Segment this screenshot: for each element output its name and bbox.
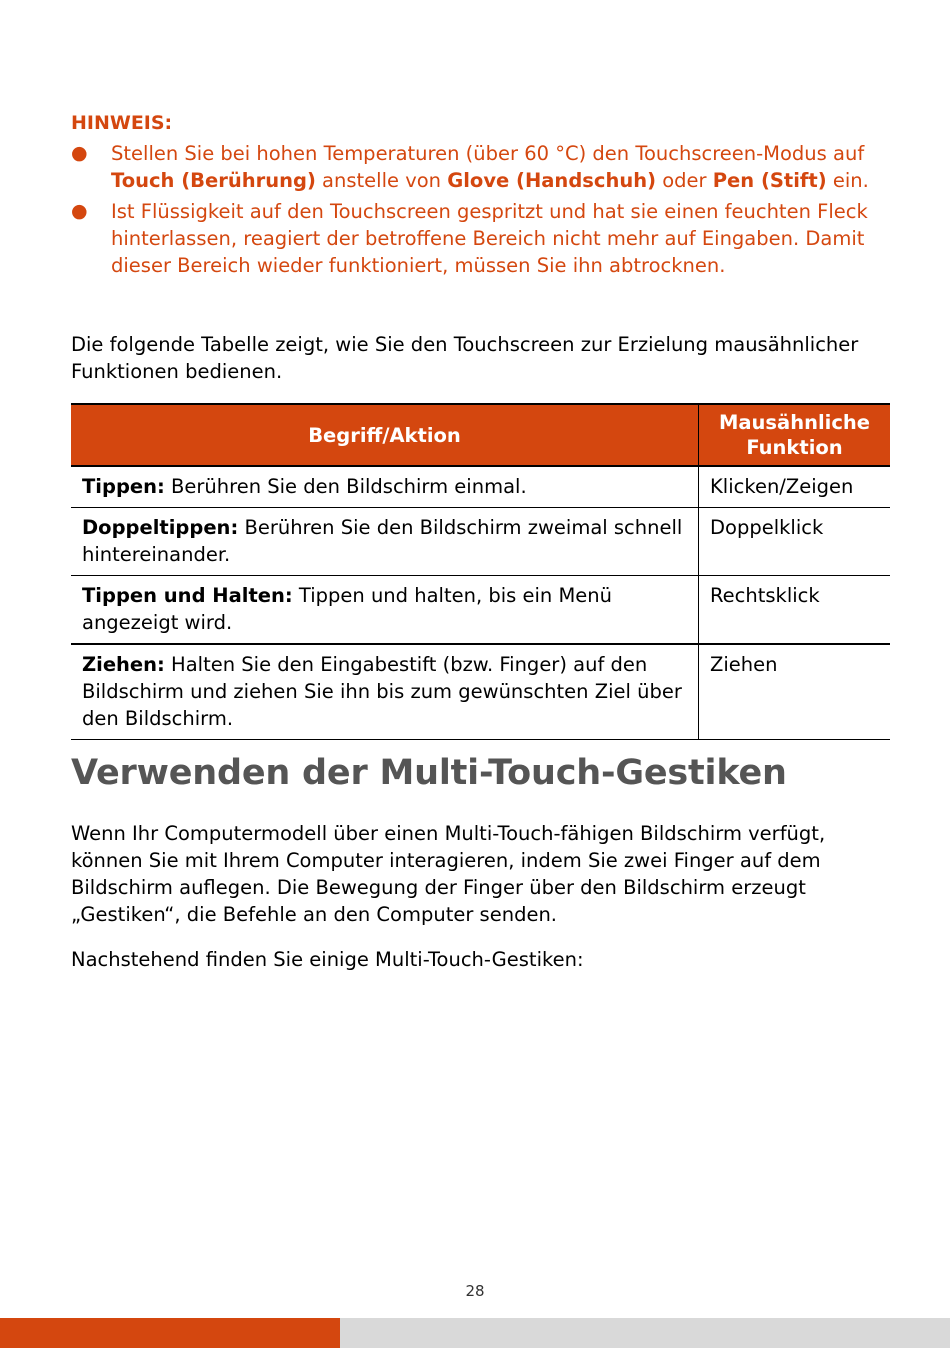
table-row	[71, 576, 890, 645]
table-cell-function: Klicken/Zeigen	[699, 466, 891, 508]
gesture-table	[71, 403, 890, 740]
table-header-function: Mausähnliche Funktion	[699, 404, 891, 466]
table-cell-term	[71, 576, 699, 645]
note-list	[71, 140, 890, 283]
section-heading: Verwenden der Multi-Touch-Gestiken	[71, 753, 787, 793]
term-label: Doppeltippen:	[82, 516, 239, 539]
bullet-icon: ●	[71, 142, 88, 164]
section-paragraph: Wenn Ihr Computermodell über einen Multi-Touch-fähigen Bildschirm verfügt, können Sie mit Ihrem Computer interagieren, indem Sie zwei Finger auf dem Bildschirm auflegen. Die Bewegung der Finger über den Bildschirm erzeugt „Gestiken“, die Befehle an den Computer senden.	[71, 822, 826, 926]
note-item	[71, 140, 890, 194]
note-item	[71, 198, 890, 279]
table-cell-function: Ziehen	[699, 644, 891, 740]
intro-paragraph: Die folgende Tabelle zeigt, wie Sie den Touchscreen zur Erzielung mausähnlicher Funktionen bedienen.	[71, 333, 859, 383]
page-number: 28	[465, 1282, 485, 1300]
note-text: Stellen Sie bei hohen Temperaturen (über 60 °C) den Touchscreen-Modus auf	[111, 142, 865, 165]
bullet-icon: ●	[71, 200, 88, 222]
term-label: Ziehen:	[82, 653, 165, 676]
table-cell-term	[71, 508, 699, 576]
table-cell-function: Rechtsklick	[699, 576, 891, 645]
table-row	[71, 466, 890, 508]
table-row	[71, 508, 890, 576]
section-paragraph: Nachstehend finden Sie einige Multi-Touch-Gestiken:	[71, 948, 584, 971]
table-cell-function: Doppelklick	[699, 508, 891, 576]
note-title: HINWEIS:	[71, 112, 173, 134]
term-description: Tippen und halten, bis ein Menü angezeigt wird.	[82, 584, 613, 634]
note-bold-glove: Glove (Handschuh)	[447, 169, 657, 192]
footer-bar	[0, 1318, 950, 1348]
footer-gray-bar	[340, 1318, 950, 1348]
note-text: oder	[656, 169, 713, 192]
term-description: Halten Sie den Eingabestift (bzw. Finger) auf den Bildschirm und ziehen Sie ihn bis zum gewünschten Ziel über den Bildschirm.	[82, 653, 682, 730]
table-header-term: Begriff/Aktion	[71, 404, 699, 466]
term-description: Berühren Sie den Bildschirm zweimal schnell hintereinander.	[82, 516, 683, 566]
term-description: Berühren Sie den Bildschirm einmal.	[164, 475, 527, 498]
note-bold-pen: Pen (Stift)	[712, 169, 827, 192]
note-text: ein.	[826, 169, 869, 192]
table-header-row	[71, 404, 890, 466]
footer-accent-bar	[0, 1318, 340, 1348]
note-text: anstelle von	[315, 169, 448, 192]
table-cell-term	[71, 644, 699, 740]
note-bold-touch: Touch (Berührung)	[111, 169, 316, 192]
table-cell-term	[71, 466, 699, 508]
term-label: Tippen und Halten:	[82, 584, 293, 607]
term-label: Tippen:	[82, 475, 165, 498]
table-row	[71, 644, 890, 740]
note-text: Ist Flüssigkeit auf den Touchscreen gespritzt und hat sie einen feuchten Fleck hinterlassen, reagiert der betroffene Bereich nicht mehr auf Eingaben. Damit dieser Bereich wieder funktioniert, müssen Sie ihn abtrocknen.	[111, 200, 868, 277]
